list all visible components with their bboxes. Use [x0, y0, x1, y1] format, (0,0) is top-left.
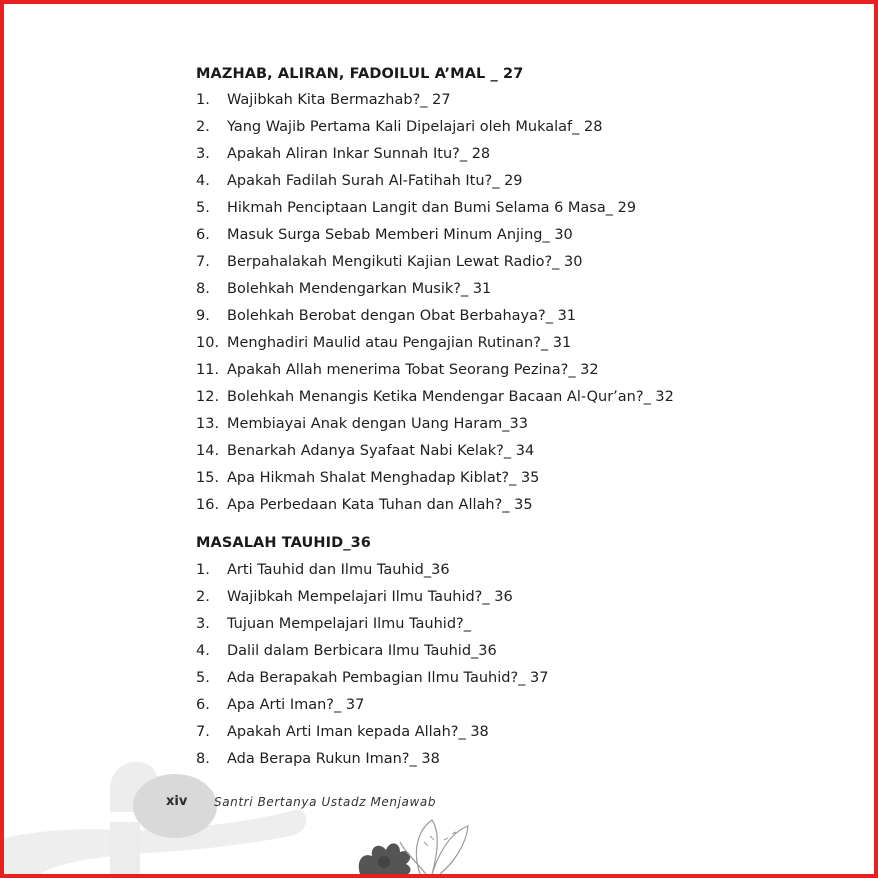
item-title: Dalil dalam Berbicara Ilmu Tauhid_36 [227, 643, 497, 659]
item-title: Benarkah Adanya Syafaat Nabi Kelak?_ 34 [227, 443, 535, 459]
item-number: 4. [196, 173, 210, 189]
item-title: Ada Berapakah Pembagian Ilmu Tauhid?_ 37 [227, 670, 549, 686]
item-number: 13. [196, 416, 220, 432]
item-title: Wajibkah Kita Bermazhab?_ 27 [227, 92, 451, 108]
item-number: 1. [196, 92, 210, 108]
item-number: 7. [196, 254, 210, 270]
item-number: 9. [196, 308, 210, 324]
flower-illustration [359, 820, 468, 874]
item-title: Masuk Surga Sebab Memberi Minum Anjing_ 30 [227, 227, 573, 243]
item-title: Apakah Arti Iman kepada Allah?_ 38 [227, 724, 489, 740]
item-title: Apa Perbedaan Kata Tuhan dan Allah?_ 35 [227, 497, 533, 513]
item-title: Wajibkah Mempelajari Ilmu Tauhid?_ 36 [227, 589, 513, 605]
item-title: Berpahalakah Mengikuti Kajian Lewat Radio?_ 30 [227, 254, 583, 270]
item-title: Menghadiri Maulid atau Pengajian Rutinan?_ 31 [227, 335, 572, 351]
item-number: 3. [196, 146, 210, 162]
item-title: Hikmah Penciptaan Langit dan Bumi Selama 6 Masa_ 29 [227, 200, 637, 216]
item-number: 16. [196, 497, 220, 513]
item-title: Apa Arti Iman?_ 37 [227, 697, 365, 713]
item-title: Tujuan Mempelajari Ilmu Tauhid?_ [227, 616, 471, 632]
item-title: Arti Tauhid dan Ilmu Tauhid_36 [227, 562, 450, 578]
item-title: Apakah Fadilah Surah Al-Fatihah Itu?_ 29 [227, 173, 523, 189]
item-title: Ada Berapa Rukun Iman?_ 38 [227, 751, 440, 767]
item-number: 8. [196, 751, 210, 767]
item-title: Bolehkah Mendengarkan Musik?_ 31 [227, 281, 492, 297]
item-number: 2. [196, 119, 210, 135]
section-title: MASALAH TAUHID_36 [196, 535, 371, 551]
item-number: 12. [196, 389, 220, 405]
grey-blob-shapes [4, 762, 306, 874]
item-number: 6. [196, 697, 210, 713]
item-number: 7. [196, 724, 210, 740]
item-title: Apakah Allah menerima Tobat Seorang Pezina?_ 32 [227, 362, 599, 378]
item-number: 5. [196, 670, 210, 686]
page-number: xiv [166, 794, 188, 809]
item-title: Bolehkah Menangis Ketika Mendengar Bacaan Al-Qur’an?_ 32 [227, 389, 674, 405]
item-number: 5. [196, 200, 210, 216]
section-title: MAZHAB, ALIRAN, FADOILUL A’MAL _ 27 [196, 66, 524, 82]
item-title: Bolehkah Berobat dengan Obat Berbahaya?_ 31 [227, 308, 577, 324]
item-title: Apakah Aliran Inkar Sunnah Itu?_ 28 [227, 146, 491, 162]
running-footer-title: Santri Bertanya Ustadz Menjawab [214, 795, 437, 809]
item-number: 6. [196, 227, 210, 243]
item-number: 4. [196, 643, 210, 659]
item-number: 11. [196, 362, 220, 378]
light-grey-bar [110, 822, 140, 874]
item-title: Membiayai Anak dengan Uang Haram_33 [227, 416, 528, 432]
item-number: 14. [196, 443, 220, 459]
item-number: 2. [196, 589, 210, 605]
item-title: Apa Hikmah Shalat Menghadap Kiblat?_ 35 [227, 470, 540, 486]
item-number: 15. [196, 470, 220, 486]
item-number: 8. [196, 281, 210, 297]
item-number: 10. [196, 335, 220, 351]
item-title: Yang Wajib Pertama Kali Dipelajari oleh Mukalaf_ 28 [227, 119, 603, 135]
item-number: 1. [196, 562, 210, 578]
item-number: 3. [196, 616, 210, 632]
line-flower-icon [400, 820, 468, 874]
